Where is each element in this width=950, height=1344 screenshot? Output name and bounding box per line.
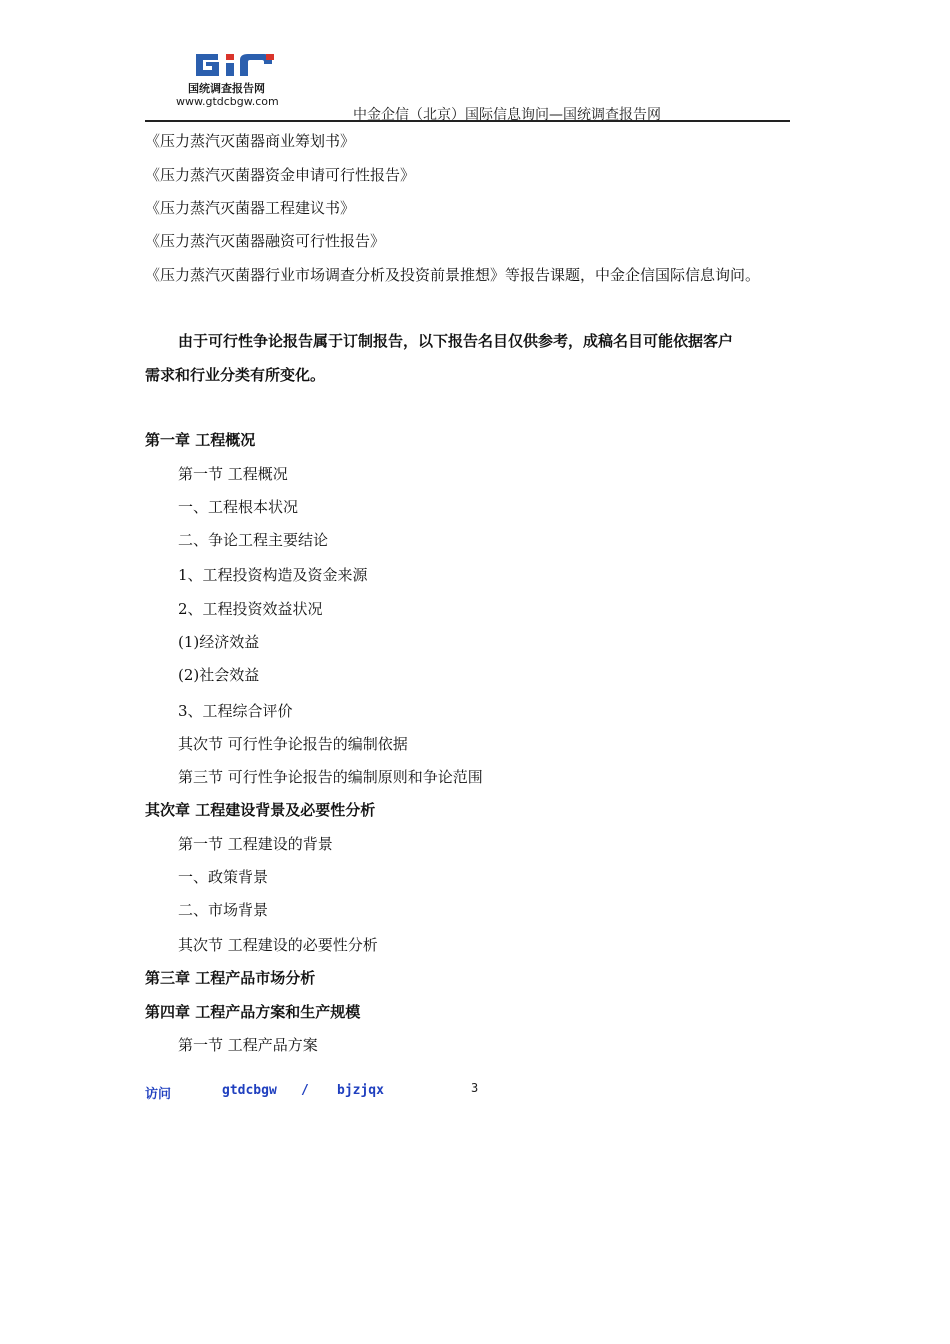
toc-section: 第一节 工程概况	[178, 465, 288, 483]
header-divider	[145, 120, 790, 122]
logo	[174, 50, 304, 114]
toc-item: 二、争论工程主要结论	[178, 531, 329, 549]
footer-visit-link[interactable]: 访问	[145, 1087, 172, 1102]
chapter-heading: 第三章 工程产品市场分析	[145, 969, 316, 987]
toc-item: 3、工程综合评价	[178, 702, 293, 720]
header-title: 中金企信（北京）国际信息询问—国统调查报告网	[353, 107, 661, 123]
chapter-heading: 第一章 工程概况	[145, 431, 256, 449]
gir-logo-icon	[192, 50, 284, 80]
toc-section: 第三节 可行性争论报告的编制原则和争论范围	[178, 768, 483, 786]
report-item: 《压力蒸汽灭菌器工程建议书》	[145, 199, 356, 217]
toc-item: 一、工程根本状况	[178, 498, 299, 516]
toc-item: 1、工程投资构造及资金来源	[178, 566, 368, 584]
report-item: 《压力蒸汽灭菌器商业筹划书》	[145, 132, 356, 150]
report-item: 《压力蒸汽灭菌器行业市场调查分析及投资前景推想》等报告课题，中金企信国际信息询问。	[145, 266, 761, 284]
toc-item: 一、政策背景	[178, 868, 269, 886]
footer-slash: /	[301, 1083, 309, 1098]
footer-site-link[interactable]: gtdcbgw	[222, 1083, 277, 1098]
chapter-heading: 其次章 工程建设背景及必要性分析	[145, 801, 376, 819]
chapter-heading: 第四章 工程产品方案和生产规模	[145, 1003, 361, 1021]
toc-section: 其次节 可行性争论报告的编制依据	[178, 735, 408, 753]
notice-line: 需求和行业分类有所变化。	[145, 366, 326, 384]
report-item: 《压力蒸汽灭菌器融资可行性报告》	[145, 232, 386, 250]
footer-path-link[interactable]: bjzjqx	[337, 1083, 384, 1098]
page-number: 3	[471, 1081, 479, 1095]
toc-section: 其次节 工程建设的必要性分析	[178, 936, 378, 954]
notice-line: 由于可行性争论报告属于订制报告，以下报告名目仅供参考，成稿名目可能依据客户	[178, 332, 734, 350]
logo-url: www.gtdcbgw.com	[176, 95, 279, 108]
report-item: 《压力蒸汽灭菌器资金申请可行性报告》	[145, 166, 416, 184]
logo-text: 国统调查报告网	[188, 82, 265, 95]
toc-item: 2、工程投资效益状况	[178, 600, 323, 618]
toc-section: 第一节 工程建设的背景	[178, 835, 333, 853]
toc-item: (1)经济效益	[178, 633, 260, 651]
toc-item: 二、市场背景	[178, 901, 269, 919]
toc-section: 第一节 工程产品方案	[178, 1036, 318, 1054]
toc-item: (2)社会效益	[178, 666, 260, 684]
